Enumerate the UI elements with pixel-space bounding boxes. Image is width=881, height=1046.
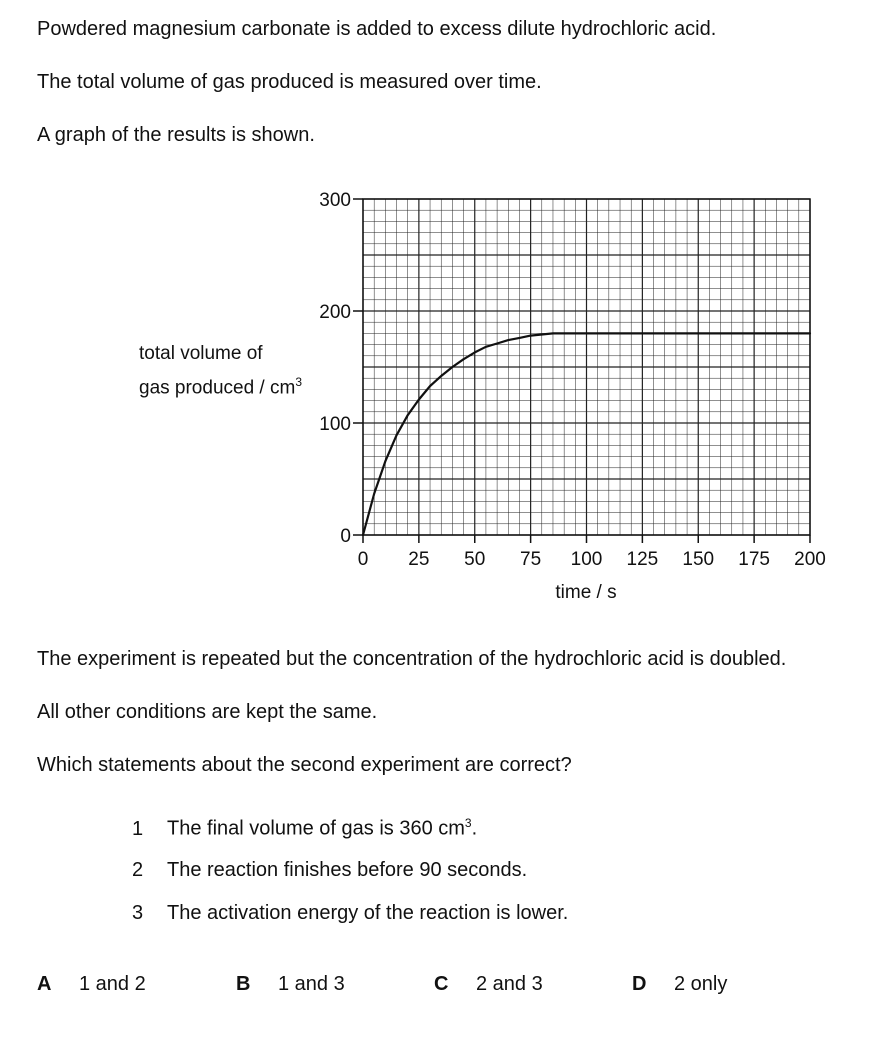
followup-sentence-2: All other conditions are kept the same. [37, 701, 378, 723]
option-letter: C [434, 973, 449, 995]
x-tick-labels [358, 549, 826, 570]
statement-tail: . [471, 817, 478, 840]
y-tick-labels [319, 190, 351, 547]
y-tick-label: 300 [319, 190, 351, 211]
statement-1 [132, 816, 477, 841]
y-tick-label: 0 [340, 526, 351, 547]
statement-text: The final volume of gas is 360 cm [167, 817, 465, 840]
y-axis-label-line-1: total volume of [139, 343, 263, 364]
x-tick-label: 125 [626, 549, 659, 570]
intro-sentence-2: The total volume of gas produced is measured over time. [37, 71, 542, 93]
option-letter: D [632, 973, 647, 995]
x-tick-label: 200 [794, 549, 826, 570]
option-letter: B [236, 973, 251, 995]
option-d[interactable] [632, 973, 727, 996]
statement-text: The activation energy of the reaction is lower. [167, 902, 569, 924]
y-axis-label-superscript: 3 [295, 375, 302, 389]
y-axis-label-line-2: gas produced / cm [139, 377, 296, 399]
followup-sentence-1: The experiment is repeated but the concentration of the hydrochloric acid is doubled. [37, 648, 787, 670]
option-text: 1 and 2 [79, 973, 146, 995]
option-text: 2 only [674, 973, 728, 995]
x-tick-label: 0 [357, 549, 369, 570]
statement-number: 1 [132, 817, 144, 840]
x-tick-label: 100 [570, 549, 603, 570]
statement-number: 3 [132, 902, 144, 924]
x-tick-label: 50 [464, 549, 486, 570]
y-tick-label: 200 [319, 302, 351, 323]
x-tick-label: 150 [682, 549, 715, 570]
statement-3 [132, 902, 568, 925]
x-axis-label: time / s [555, 582, 617, 603]
question-text: Which statements about the second experiment are correct? [37, 754, 572, 776]
option-c[interactable] [434, 973, 543, 996]
x-tick-label: 175 [738, 549, 770, 570]
statement-number: 2 [132, 859, 144, 881]
intro-sentence-3: A graph of the results is shown. [37, 124, 315, 146]
statement-2 [132, 859, 527, 882]
intro-sentence-1: Powdered magnesium carbonate is added to excess dilute hydrochloric acid. [37, 18, 717, 40]
option-b[interactable] [236, 973, 345, 996]
option-text: 1 and 3 [278, 973, 345, 995]
y-tick-label: 100 [319, 414, 351, 435]
axis-ticks [353, 199, 810, 543]
statement-superscript: 3 [464, 816, 472, 830]
statement-text: The reaction finishes before 90 seconds. [167, 859, 528, 881]
option-a[interactable] [37, 973, 146, 996]
option-letter: A [37, 973, 52, 995]
x-tick-label: 25 [408, 549, 430, 570]
option-text: 2 and 3 [476, 973, 543, 995]
x-tick-label: 75 [520, 549, 542, 570]
